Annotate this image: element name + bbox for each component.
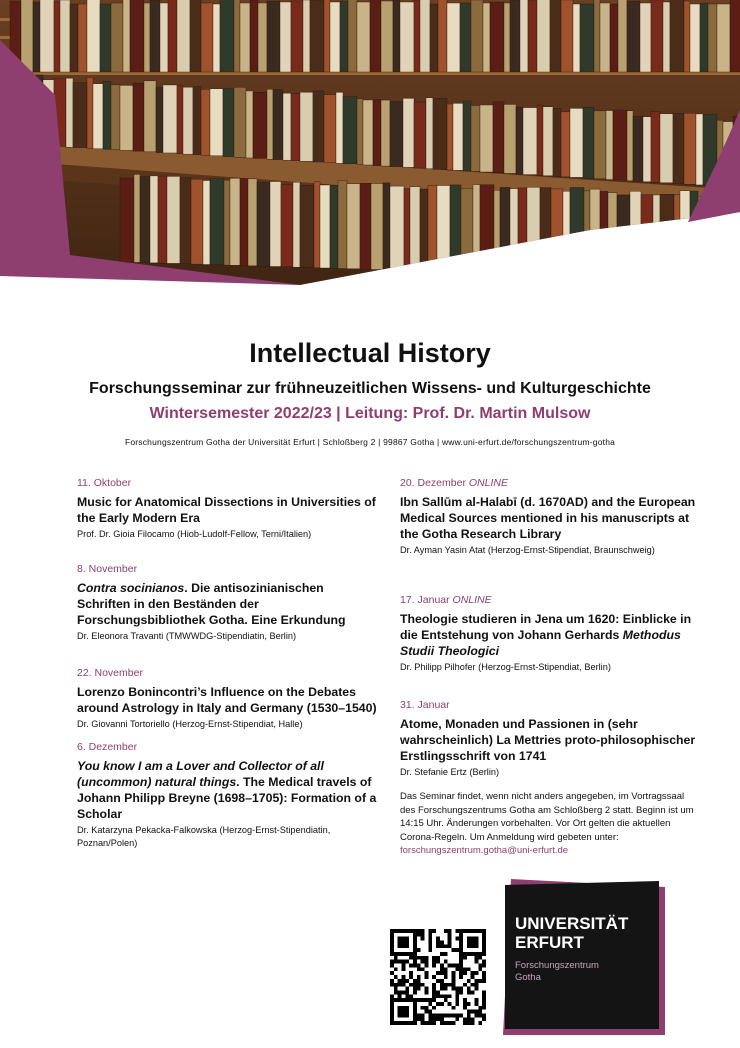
event-date: 6. Dezember xyxy=(77,741,138,753)
email-link[interactable]: forschungszentrum.gotha@uni-erfurt.de xyxy=(400,845,569,857)
event-item xyxy=(400,477,700,557)
online-tag: ONLINE xyxy=(452,594,492,606)
online-tag: ONLINE xyxy=(468,477,508,489)
semester-line: Wintersemester 2022/23 | Leitung: Prof. Dr. Martin Mulsow xyxy=(149,405,591,422)
event-item xyxy=(400,594,700,674)
logo-line1: UNIVERSITÄT xyxy=(515,914,629,933)
event-date-text: 20. Dezember xyxy=(400,477,466,489)
event-speaker: Dr. Philipp Pilhofer (Herzog-Ernst-Stipendiat, Berlin) xyxy=(400,662,611,672)
event-speaker: Dr. Ayman Yasin Atat (Herzog-Ernst-Stipendiat, Braunschweig) xyxy=(400,545,655,555)
event-date xyxy=(400,594,700,606)
event-title-rest: . Die antisozinianischen Schriften in den Beständen der Forschungsbibliothek Gotha. Eine Erkundung xyxy=(77,581,346,627)
logo-line2: ERFURT xyxy=(515,933,584,952)
event-date: 8. November xyxy=(77,563,138,575)
event-item xyxy=(77,667,377,731)
event-date: 11. Oktober xyxy=(77,477,132,489)
event-title-rest: . The Medical travels of Johann Philipp Breyne (1698–1705): Formation of a Scholar xyxy=(77,775,377,821)
event-title: Ibn Sallūm al-Halabī (d. 1670AD) and the European Medical Sources mentioned in his manuscripts at the Gotha Research Library xyxy=(400,495,696,541)
event-speaker: Prof. Dr. Gioia Filocamo (Hiob-Ludolf-Fellow, Terni/Italien) xyxy=(77,529,312,539)
event-speaker: Dr. Giovanni Tortoriello (Herzog-Ernst-Stipendiat, Halle) xyxy=(77,719,303,729)
university-logo xyxy=(503,873,673,1043)
event-title-italic: Methodus Studii Theologici xyxy=(400,628,681,658)
event-item xyxy=(77,477,377,541)
seminar-note xyxy=(400,790,700,858)
event-date: 31. Januar xyxy=(400,699,450,711)
event-speaker: Dr. Katarzyna Pekacka-Falkowska (Herzog-Ernst-Stipendiatin, Poznan/Polen) xyxy=(77,825,331,848)
event-title: Lorenzo Bonincontri’s Influence on the Debates around Astrology in Italy and Germany (1530–1540) xyxy=(77,685,377,715)
event-title xyxy=(400,611,700,659)
event-title xyxy=(77,758,377,822)
page-title: Intellectual History xyxy=(249,338,491,368)
event-title: Atome, Monaden und Passionen in (sehr wahrscheinlich) La Mettries proto-philosophischer Erstlingsschrift von 1741 xyxy=(400,717,696,763)
event-speaker: Dr. Eleonora Travanti (TMWWDG-Stipendiatin, Berlin) xyxy=(77,631,297,641)
event-date: 22. November xyxy=(77,667,143,679)
library-bookshelf-photo xyxy=(0,0,740,300)
event-item xyxy=(77,563,377,643)
qr-code-icon[interactable] xyxy=(390,929,486,1025)
event-title-italic: Contra socinianos xyxy=(77,581,185,595)
page-subtitle: Forschungsseminar zur frühneuzeitlichen Wissens- und Kulturgeschichte xyxy=(89,380,651,397)
event-title xyxy=(77,580,377,628)
event-title-italic: You know I am a Lover and Collector of all (uncommon) natural things xyxy=(77,759,324,789)
event-title: Music for Anatomical Dissections in Universities of the Early Modern Era xyxy=(77,495,376,525)
address-line: Forschungszentrum Gotha der Universität Erfurt | Schloßberg 2 | 99867 Gotha | www.uni-erfurt.de/forschungszentrum-gotha xyxy=(124,437,616,447)
event-date xyxy=(400,477,700,489)
note-text: Das Seminar findet, wenn nicht anders angegeben, im Vortragssaal des Forschungszentrums Gotha am Schloßberg 2 statt. Beginn ist um 14:15 Uhr. Änderungen vorbehalten. Vor Ort gelten die aktuellen Corona-Regeln. Um Anmeldung wird gebeten unter: xyxy=(400,791,694,843)
logo-sub1: Forschungszentrum xyxy=(515,960,599,971)
event-title-pre: Theologie studieren in Jena um 1620: Einblicke in die Entstehung von Johann Gerhards xyxy=(400,612,692,642)
logo-sub2: Gotha xyxy=(515,972,541,983)
event-speaker: Dr. Stefanie Ertz (Berlin) xyxy=(400,767,500,777)
event-item xyxy=(400,699,700,779)
event-date-text: 17. Januar xyxy=(400,594,450,606)
event-item xyxy=(77,741,377,850)
